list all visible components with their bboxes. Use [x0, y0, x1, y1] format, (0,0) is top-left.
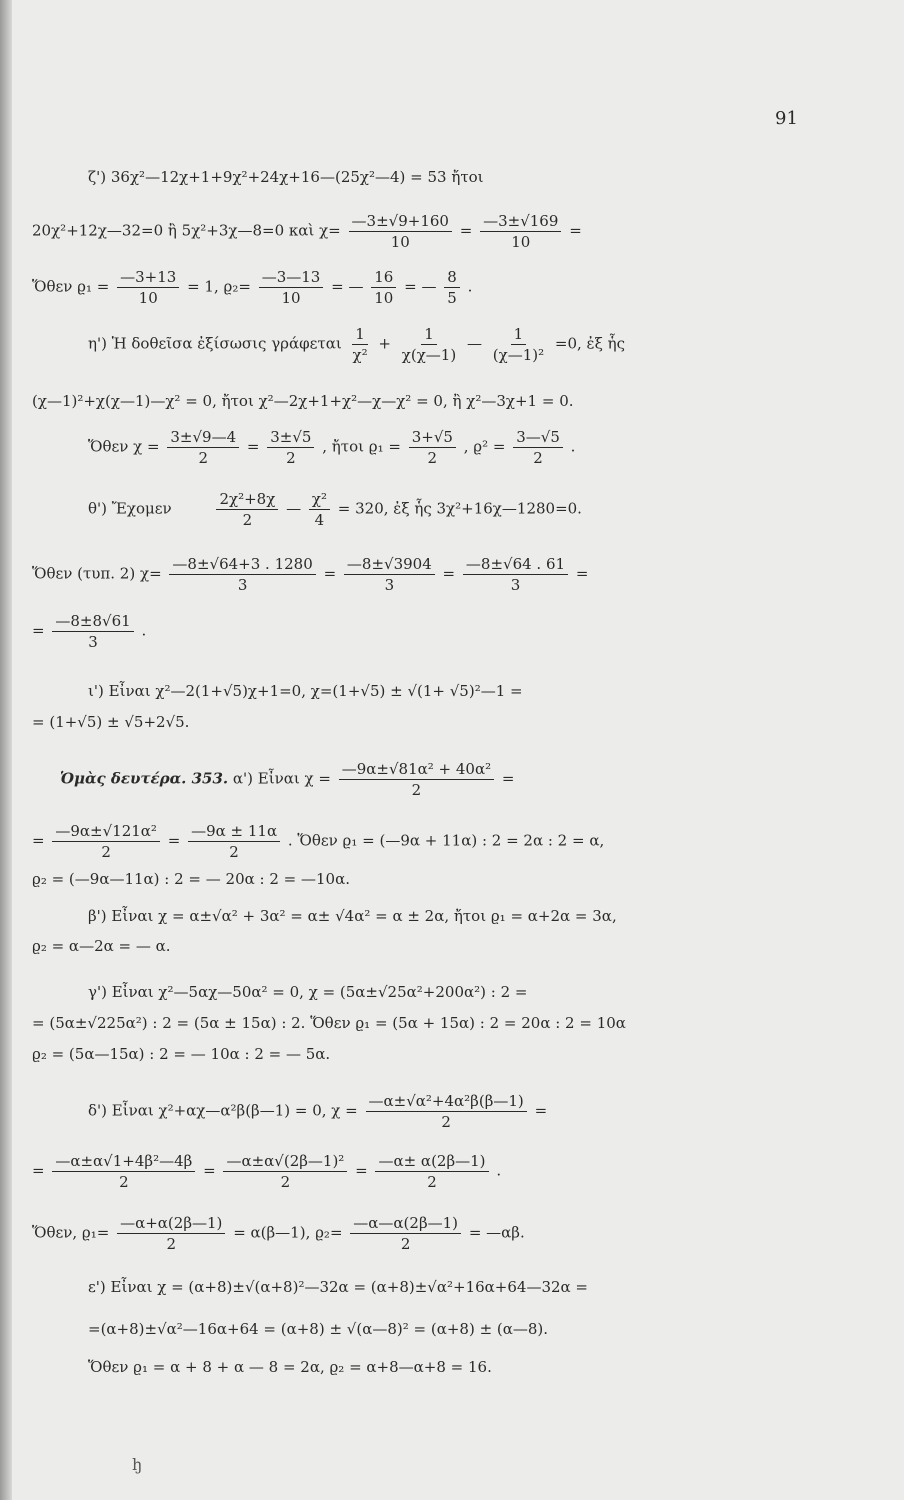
denominator: 4 [314, 511, 325, 529]
numerator: —9α±√81α² + 40α² [339, 760, 494, 780]
page-number: 91 [775, 108, 798, 129]
solution-theta-line-2 [32, 555, 588, 594]
numerator: 3±√9—4 [167, 428, 239, 448]
denominator: 2 [286, 449, 296, 467]
denominator: 2 [280, 1173, 291, 1191]
text: Ὅθεν ϱ₁ = [32, 277, 110, 296]
denominator: 10 [511, 233, 531, 251]
text: . [467, 277, 473, 296]
text: — [466, 334, 482, 353]
text: . [570, 437, 576, 456]
group-two-alpha-line-3: ϱ₂ = (—9α—11α) : 2 = — 20α : 2 = —10α. [32, 870, 350, 888]
solution-gamma-line-3: ϱ₂ = (5α—15α) : 2 = — 10α : 2 = — 5α. [32, 1045, 331, 1063]
denominator: 3 [510, 576, 521, 594]
numerator: 1 [511, 325, 527, 345]
fraction [350, 1214, 461, 1253]
solution-beta-line-1: β') Εἶναι χ = α±√α² + 3α² = α± √4α² = α ± 2α, ἤτοι ϱ₁ = α+2α = 3α, [88, 907, 617, 925]
text: Ὅθεν (τυπ. 2) χ= [32, 564, 162, 583]
denominator: 3 [88, 633, 98, 651]
text: = [501, 769, 515, 788]
denominator: 3 [384, 576, 395, 594]
denominator: 10 [281, 289, 301, 307]
solution-gamma-line-1: γ') Εἶναι χ²—5αχ—50α² = 0, χ = (5α±√25α²+200α²) : 2 = [88, 983, 528, 1001]
text: = [323, 564, 337, 583]
fraction [339, 760, 494, 799]
solution-delta-line-2 [32, 1152, 501, 1191]
numerator: —α± α(2β—1) [375, 1152, 488, 1172]
text: = 320, ἐξ ἧς 3χ²+16χ—1280=0. [337, 499, 582, 518]
numerator: —α+α(2β—1) [117, 1214, 225, 1234]
denominator: 2 [198, 449, 209, 467]
fraction [52, 822, 160, 861]
solution-eta-line-3 [88, 428, 575, 467]
scan-mark: ꜧ [132, 1455, 143, 1474]
numerator: —3+13 [117, 268, 179, 288]
numerator: 1 [421, 325, 437, 345]
denominator: 2 [533, 449, 543, 467]
text: = — [404, 277, 437, 296]
solution-zeta-line-3 [32, 268, 472, 307]
fraction [52, 612, 133, 651]
denominator: 2 [119, 1173, 129, 1191]
denominator: 10 [138, 289, 158, 307]
solution-delta-line-3 [32, 1214, 525, 1253]
numerator: 1 [352, 325, 368, 345]
text: = [32, 621, 45, 640]
denominator: (χ—1)² [492, 346, 545, 364]
group-two-alpha-line-2 [32, 822, 604, 861]
numerator: 8 [444, 268, 460, 288]
numerator: —8±8√61 [52, 612, 133, 632]
numerator: —3±√169 [480, 212, 561, 232]
denominator: 2 [229, 843, 239, 861]
fraction [463, 555, 568, 594]
text: Ὅθεν, ϱ₁= [32, 1223, 110, 1242]
text: = 1, ϱ₂= [187, 277, 251, 296]
fraction [117, 1214, 225, 1253]
denominator: 2 [101, 843, 111, 861]
denominator: 2 [441, 1113, 451, 1131]
numerator: χ² [309, 490, 330, 510]
fraction [349, 212, 452, 251]
fraction [309, 490, 330, 529]
denominator: 2 [411, 781, 422, 799]
fraction [117, 268, 179, 307]
fraction [399, 325, 459, 364]
text: = [167, 831, 181, 850]
solution-beta-line-2: ϱ₂ = α—2α = — α. [32, 937, 171, 955]
denominator: 3 [237, 576, 248, 594]
text: — [286, 499, 302, 518]
text: + [378, 334, 391, 353]
numerator: 16 [371, 268, 396, 288]
fraction [267, 428, 314, 467]
text: Ὅθεν χ = [88, 437, 160, 456]
text: = [575, 564, 589, 583]
fraction [344, 555, 435, 594]
numerator: —9α ± 11α [188, 822, 280, 842]
text: θ') Ἔχομεν [88, 499, 172, 518]
text: α') Εἶναι χ = [232, 769, 331, 788]
numerator: 3—√5 [513, 428, 563, 448]
text: = [355, 1161, 368, 1180]
numerator: 2χ²+8χ [216, 490, 278, 510]
text: = [203, 1161, 216, 1180]
fraction [375, 1152, 488, 1191]
text: . [496, 1161, 502, 1180]
numerator: 3+√5 [409, 428, 456, 448]
denominator: χ² [352, 346, 368, 364]
solution-eta-line-2: (χ—1)²+χ(χ—1)—χ² = 0, ἤτοι χ²—2χ+1+χ²—χ—χ² = 0, ἢ χ²—3χ+1 = 0. [32, 392, 574, 410]
solution-eta-line-1 [88, 325, 625, 364]
solution-theta-line-3 [32, 612, 146, 651]
text: = —αβ. [468, 1223, 525, 1242]
text: = [459, 221, 473, 240]
text: = — [331, 277, 364, 296]
fraction [259, 268, 324, 307]
numerator: —3—13 [259, 268, 324, 288]
fraction [366, 1092, 527, 1131]
fraction [169, 555, 315, 594]
text: = [534, 1101, 548, 1120]
section-heading: Ὁμὰς δευτέρα. 353. [60, 769, 229, 788]
solution-epsilon-line-3: Ὅθεν ϱ₁ = α + 8 + α — 8 = 2α, ϱ₂ = α+8—α+8 = 16. [88, 1358, 492, 1376]
text: , ϱ² = [463, 437, 506, 456]
text: = [32, 831, 45, 850]
solution-iota-line-2: = (1+√5) ± √5+2√5. [32, 713, 190, 731]
fraction [371, 268, 396, 307]
text: = [246, 437, 260, 456]
text: = [442, 564, 456, 583]
fraction [490, 325, 547, 364]
numerator: —8±√64 . 61 [463, 555, 568, 575]
solution-zeta-line-2 [32, 212, 582, 251]
fraction [444, 268, 460, 307]
solution-theta-line-1 [88, 490, 582, 529]
fraction [409, 428, 456, 467]
denominator: 2 [400, 1235, 411, 1253]
denominator: 2 [242, 511, 253, 529]
denominator: χ(χ—1) [401, 346, 457, 364]
denominator: 2 [166, 1235, 177, 1253]
text: = [569, 221, 582, 240]
text: . Ὅθεν ϱ₁ = (—9α + 11α) : 2 = 2α : 2 = α, [287, 831, 605, 850]
fraction [350, 325, 371, 364]
text: = [32, 1161, 45, 1180]
text: η') Ἡ δοθεῖσα ἐξίσωσις γράφεται [88, 334, 342, 353]
group-two-alpha-line-1 [60, 760, 514, 799]
numerator: —9α±√121α² [52, 822, 160, 842]
numerator: —3±√9+160 [349, 212, 452, 232]
denominator: 10 [390, 233, 410, 251]
text: =0, ἐξ ἧς [554, 334, 626, 353]
denominator: 2 [427, 449, 438, 467]
numerator: 3±√5 [267, 428, 314, 448]
page-binding-edge [0, 0, 12, 1500]
denominator: 5 [447, 289, 457, 307]
numerator: —α±α√1+4β²—4β [52, 1152, 195, 1172]
denominator: 10 [374, 289, 394, 307]
fraction [167, 428, 239, 467]
text: δ') Εἶναι χ²+αχ—α²β(β—1) = 0, χ = [88, 1101, 358, 1120]
text: = α(β—1), ϱ₂= [233, 1223, 343, 1242]
solution-zeta-line-1: ζ') 36χ²—12χ+1+9χ²+24χ+16—(25χ²—4) = 53 ἤτοι [88, 168, 484, 186]
fraction [216, 490, 278, 529]
solution-delta-line-1 [88, 1092, 547, 1131]
fraction [188, 822, 280, 861]
text: 20χ²+12χ—32=0 ἢ 5χ²+3χ—8=0 καὶ χ= [32, 221, 341, 240]
fraction [480, 212, 561, 251]
denominator: 2 [427, 1173, 437, 1191]
solution-epsilon-line-2: =(α+8)±√α²—16α+64 = (α+8) ± √(α—8)² = (α+8) ± (α—8). [88, 1320, 549, 1338]
fraction [513, 428, 563, 467]
numerator: —8±√3904 [344, 555, 435, 575]
numerator: —α±√α²+4α²β(β—1) [366, 1092, 527, 1112]
text: , ἤτοι ϱ₁ = [322, 437, 401, 456]
fraction [223, 1152, 347, 1191]
fraction [52, 1152, 195, 1191]
solution-gamma-line-2: = (5α±√225α²) : 2 = (5α ± 15α) : 2. Ὅθεν ϱ₁ = (5α + 15α) : 2 = 20α : 2 = 10α [32, 1014, 626, 1032]
solution-epsilon-line-1: ε') Εἶναι χ = (α+8)±√(α+8)²—32α = (α+8)±√α²+16α+64—32α = [88, 1278, 588, 1296]
numerator: —8±√64+3 . 1280 [169, 555, 315, 575]
numerator: —α—α(2β—1) [350, 1214, 461, 1234]
solution-iota-line-1: ι') Εἶναι χ²—2(1+√5)χ+1=0, χ=(1+√5) ± √(1+ √5)²—1 = [88, 682, 523, 700]
numerator: —α±α√(2β—1)² [223, 1152, 347, 1172]
text: . [141, 621, 147, 640]
